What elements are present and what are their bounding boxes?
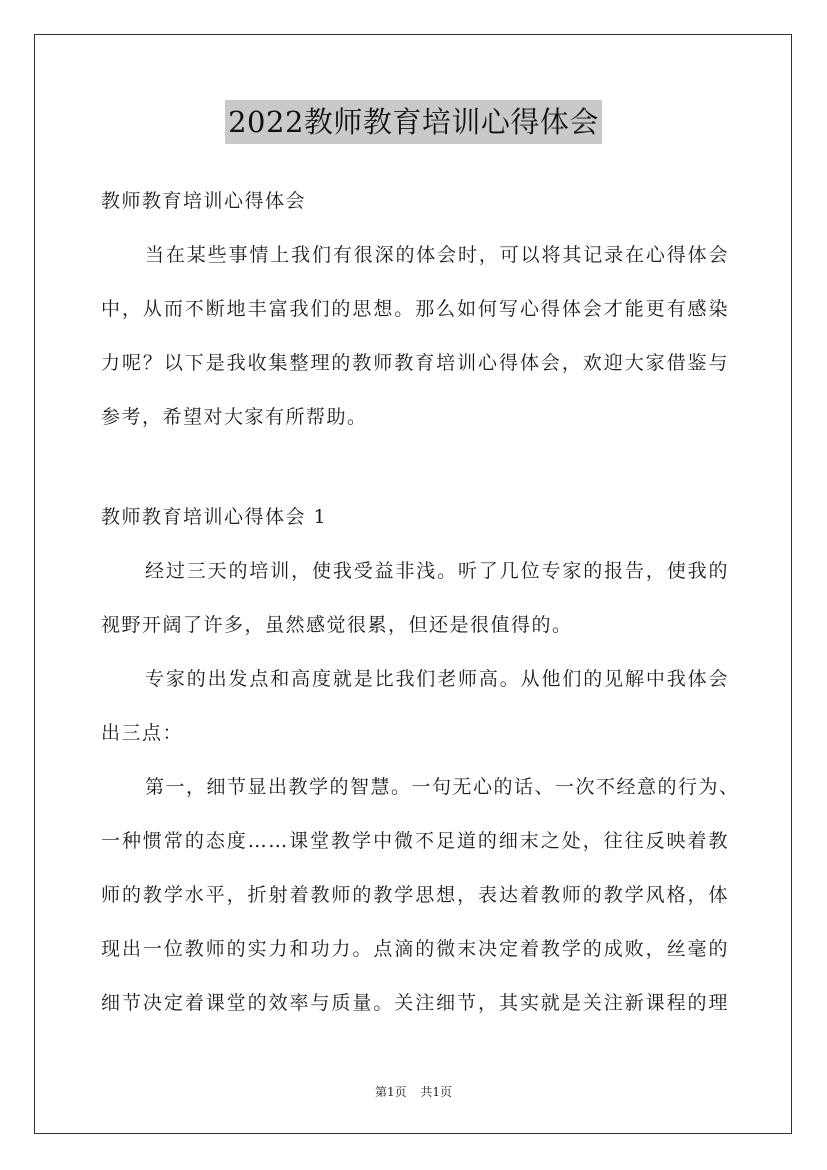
section-gap <box>101 444 729 490</box>
intro-line: 参考，希望对大家有所帮助。 <box>101 406 368 428</box>
intro-line: 力呢？以下是我收集整理的教师教育培训心得体会，欢迎大家借鉴与 <box>101 352 729 374</box>
paragraph-line: 师的教学水平，折射着教师的教学思想，表达着教师的教学风格，体 <box>101 884 729 906</box>
page-total: 共1页 <box>420 1085 453 1099</box>
paragraph-line: 视野开阔了许多，虽然感觉很累，但还是很值得的。 <box>101 614 573 636</box>
paragraph-line: 现出一位教师的实力和功力。点滴的微末决定着教学的成败，丝毫的 <box>101 938 729 960</box>
section-heading-1: 教师教育培训心得体会 1 <box>101 506 328 528</box>
intro-line: 当在某些事情上我们有很深的体会时，可以将其记录在心得体会 <box>145 244 729 266</box>
document-body <box>101 174 740 1030</box>
page-number: 第1页 <box>374 1085 407 1099</box>
page-footer <box>0 1083 827 1100</box>
title-area <box>0 100 827 144</box>
paragraph-line: 一种惯常的态度……课堂教学中微不足道的细末之处，往往反映着教 <box>101 830 729 852</box>
paragraph-line: 第一，细节显出教学的智慧。一句无心的话、一次不经意的行为、 <box>145 776 740 798</box>
paragraph-line: 细节决定着课堂的效率与质量。关注细节，其实就是关注新课程的理 <box>101 992 729 1014</box>
paragraph-line: 经过三天的培训，使我受益非浅。听了几位专家的报告，使我的 <box>145 560 729 582</box>
intro-line: 中，从而不断地丰富我们的思想。那么如何写心得体会才能更有感染 <box>101 298 729 320</box>
document-title: 2022教师教育培训心得体会 <box>225 100 602 144</box>
paragraph-line: 专家的出发点和高度就是比我们老师高。从他们的见解中我体会 <box>145 668 729 690</box>
intro-heading: 教师教育培训心得体会 <box>101 190 307 212</box>
paragraph-line: 出三点： <box>101 722 184 744</box>
